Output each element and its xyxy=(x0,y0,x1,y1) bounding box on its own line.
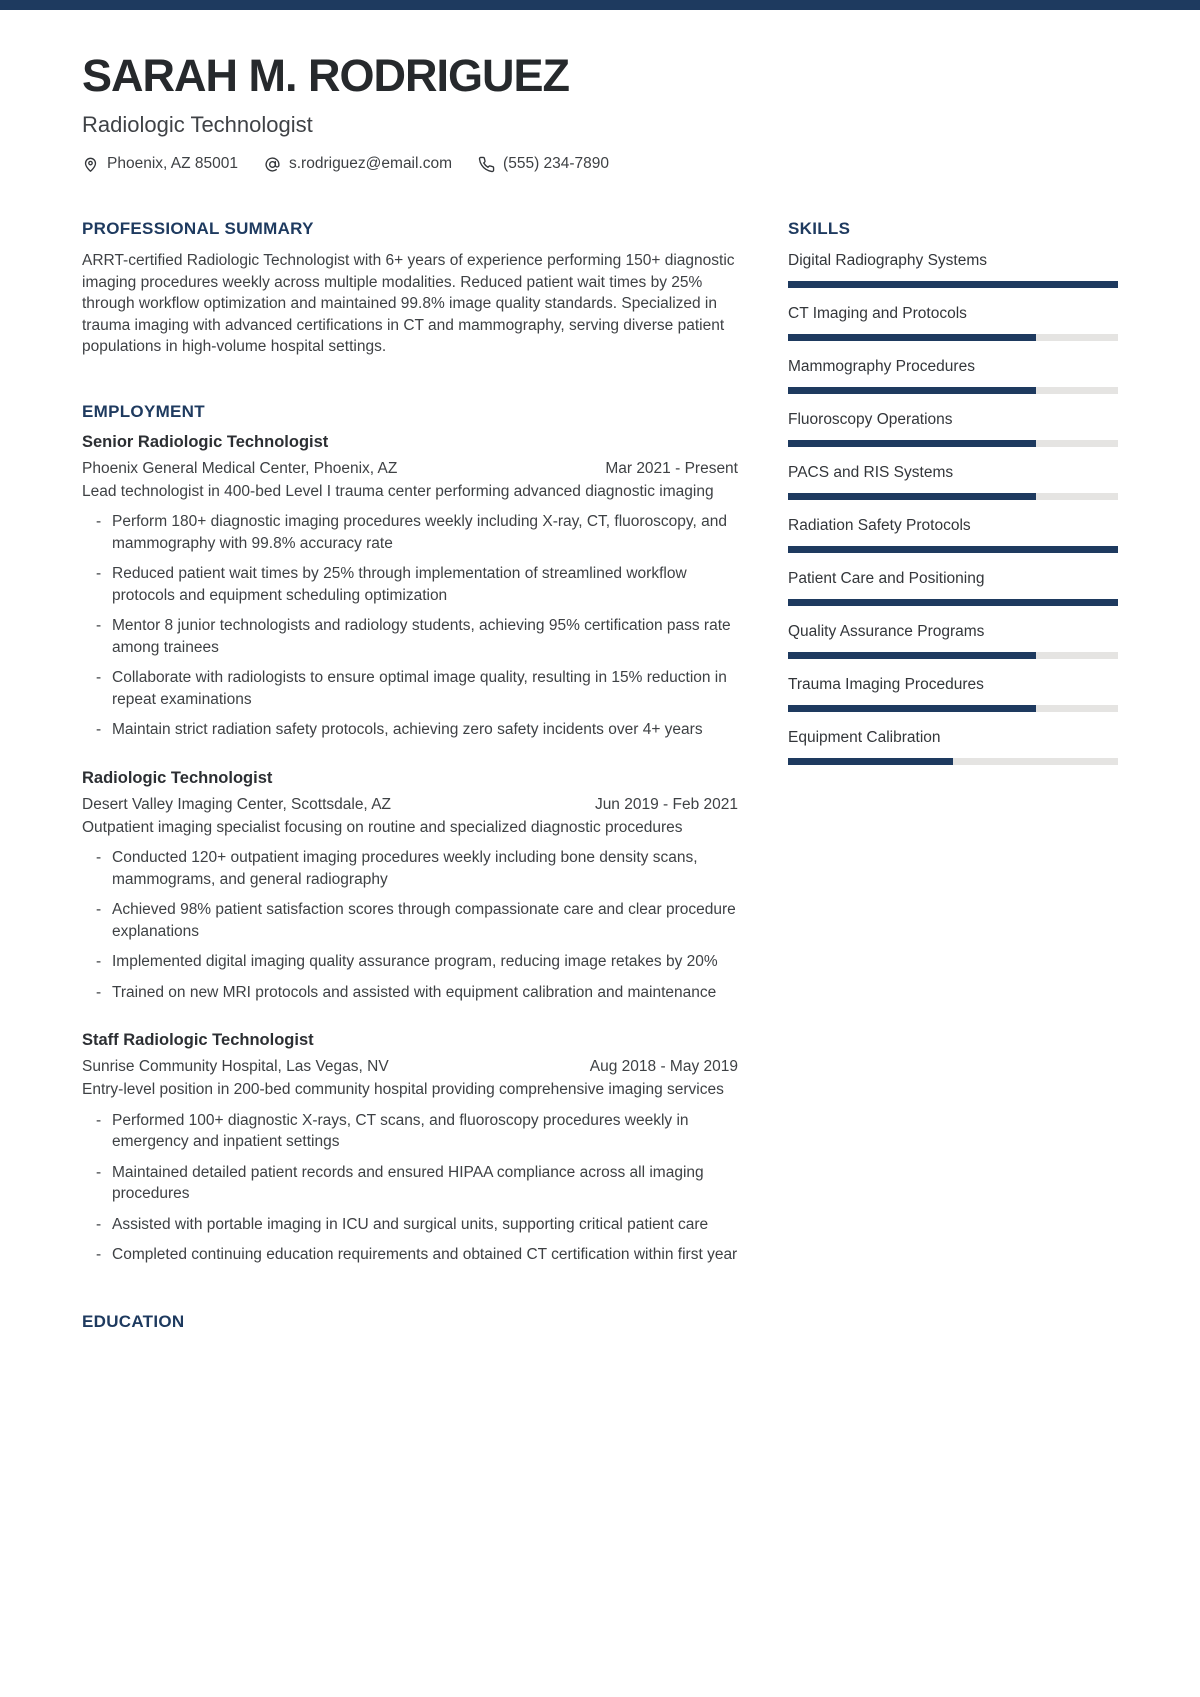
skill-bar-track xyxy=(788,493,1118,500)
skill-list xyxy=(788,250,1118,765)
job-description: Entry-level position in 200-bed community hospital providing comprehensive imaging services xyxy=(82,1081,724,1099)
job-bullet: - Completed continuing education requirements and obtained CT certification within first year xyxy=(82,1244,738,1266)
contact-phone-text: (555) 234-7890 xyxy=(503,155,610,173)
job-description: Outpatient imaging specialist focusing on routine and specialized diagnostic procedures xyxy=(82,818,683,836)
skill-item xyxy=(788,568,1118,606)
employment-heading: EMPLOYMENT xyxy=(82,401,205,421)
job-dates: Jun 2019 - Feb 2021 xyxy=(594,795,738,813)
skill-bar-track xyxy=(788,652,1118,659)
skill-item xyxy=(788,515,1118,553)
education-heading: EDUCATION xyxy=(82,1311,185,1331)
contact-email-text: s.rodriguez@email.com xyxy=(289,155,453,173)
job-bullet: - Trained on new MRI protocols and assisted with equipment calibration and maintenance xyxy=(82,982,738,1004)
employment-section xyxy=(82,402,738,1266)
job-title: Radiologic Technologist xyxy=(82,768,273,787)
job-company: Desert Valley Imaging Center, Scottsdale, AZ xyxy=(82,795,392,813)
job-entry xyxy=(82,1031,738,1266)
job-list xyxy=(82,433,738,1266)
job-dates: Mar 2021 - Present xyxy=(605,459,738,477)
job-bullet-list xyxy=(82,1110,738,1266)
resume-header xyxy=(82,52,1118,173)
job-bullet: - Achieved 98% patient satisfaction scores through compassionate care and clear procedure explanations xyxy=(82,899,738,942)
skill-bar-track xyxy=(788,440,1118,447)
skill-label: Digital Radiography Systems xyxy=(788,252,988,270)
job-bullet: - Maintain strict radiation safety protocols, achieving zero safety incidents over 4+ years xyxy=(82,719,738,741)
job-bullet: - Reduced patient wait times by 25% through implementation of streamlined workflow protocols and equipment scheduling optimization xyxy=(82,563,738,606)
skill-item xyxy=(788,250,1118,288)
job-title: Senior Radiologic Technologist xyxy=(82,432,329,451)
skills-column xyxy=(788,219,1118,1343)
skill-bar-track xyxy=(788,599,1118,606)
job-meta-row xyxy=(82,458,738,480)
skill-item xyxy=(788,621,1118,659)
contact-location-text: Phoenix, AZ 85001 xyxy=(107,155,238,173)
skill-bar-fill xyxy=(788,493,1036,500)
skill-bar-track xyxy=(788,334,1118,341)
job-bullet: - Implemented digital imaging quality assurance program, reducing image retakes by 20% xyxy=(82,951,738,973)
skill-bar-track xyxy=(788,758,1118,765)
skill-item xyxy=(788,674,1118,712)
summary-heading: PROFESSIONAL SUMMARY xyxy=(82,219,314,239)
skill-bar-fill xyxy=(788,599,1118,606)
skill-bar-fill xyxy=(788,705,1036,712)
skill-item xyxy=(788,462,1118,500)
skill-bar-fill xyxy=(788,546,1118,553)
at-sign-icon xyxy=(264,156,281,173)
skill-bar-fill xyxy=(788,652,1036,659)
job-dates: Aug 2018 - May 2019 xyxy=(589,1058,738,1076)
job-bullet: - Assisted with portable imaging in ICU and surgical units, supporting critical patient care xyxy=(82,1214,738,1236)
job-bullet-list xyxy=(82,511,738,741)
skill-label: Trauma Imaging Procedures xyxy=(788,676,984,694)
summary-section xyxy=(82,219,738,358)
skill-bar-track xyxy=(788,387,1118,394)
contact-location xyxy=(82,155,238,173)
skill-label: Patient Care and Positioning xyxy=(788,570,985,588)
skill-label: PACS and RIS Systems xyxy=(788,464,954,482)
skill-item xyxy=(788,303,1118,341)
skills-heading: SKILLS xyxy=(788,219,851,239)
skill-label: Radiation Safety Protocols xyxy=(788,517,971,535)
contact-phone xyxy=(478,155,609,173)
skill-label: Quality Assurance Programs xyxy=(788,623,985,641)
main-column xyxy=(82,219,738,1343)
skill-bar-fill xyxy=(788,334,1036,341)
skill-label: Equipment Calibration xyxy=(788,729,941,747)
skill-item xyxy=(788,727,1118,765)
skill-item xyxy=(788,356,1118,394)
skill-item xyxy=(788,409,1118,447)
job-entry xyxy=(82,433,738,741)
person-name: SARAH M. RODRIGUEZ xyxy=(82,50,569,101)
contact-email xyxy=(264,155,452,173)
job-bullet: - Mentor 8 junior technologists and radiology students, achieving 95% certification pass rate among trainees xyxy=(82,615,738,658)
job-meta-row xyxy=(82,794,738,816)
job-bullet: - Perform 180+ diagnostic imaging procedures weekly including X-ray, CT, fluoroscopy, and mammography with 99.8% accuracy rate xyxy=(82,511,738,554)
job-description: Lead technologist in 400-bed Level I trauma center performing advanced diagnostic imaging xyxy=(82,482,714,500)
skill-label: CT Imaging and Protocols xyxy=(788,305,967,323)
skill-bar-track xyxy=(788,281,1118,288)
location-pin-icon xyxy=(82,156,99,173)
summary-text: ARRT-certified Radiologic Technologist with 6+ years of experience performing 150+ diagnostic imaging procedures weekly across multiple modalities. Reduced patient wait times by 25% through workflow optimization and maintained 99.8% image quality standards. Specialized in trauma imaging with advanced certifications in CT and mammography, serving diverse patient populations in high-volume hospital settings. xyxy=(82,252,735,356)
skills-section xyxy=(788,219,1118,765)
skill-bar-fill xyxy=(788,440,1036,447)
job-bullet: - Maintained detailed patient records and ensured HIPAA compliance across all imaging procedures xyxy=(82,1162,738,1205)
job-company: Phoenix General Medical Center, Phoenix, AZ xyxy=(82,459,398,477)
job-meta-row xyxy=(82,1056,738,1078)
job-company: Sunrise Community Hospital, Las Vegas, NV xyxy=(82,1058,389,1076)
contact-row xyxy=(82,155,1118,173)
skill-bar-fill xyxy=(788,758,953,765)
top-accent-bar xyxy=(0,0,1200,10)
skill-bar-track xyxy=(788,546,1118,553)
skill-bar-track xyxy=(788,705,1118,712)
skill-bar-fill xyxy=(788,281,1118,288)
job-bullet-list xyxy=(82,847,738,1003)
skill-label: Fluoroscopy Operations xyxy=(788,411,953,429)
job-bullet: - Performed 100+ diagnostic X-rays, CT scans, and fluoroscopy procedures weekly in emergency and inpatient settings xyxy=(82,1110,738,1153)
job-entry xyxy=(82,769,738,1004)
person-title: Radiologic Technologist xyxy=(82,112,313,138)
job-title: Staff Radiologic Technologist xyxy=(82,1031,314,1050)
job-bullet: - Conducted 120+ outpatient imaging procedures weekly including bone density scans, mammograms, and general radiography xyxy=(82,847,738,890)
skill-label: Mammography Procedures xyxy=(788,358,975,376)
phone-icon xyxy=(478,156,495,173)
job-bullet: - Collaborate with radiologists to ensure optimal image quality, resulting in 15% reduction in repeat examinations xyxy=(82,667,738,710)
skill-bar-fill xyxy=(788,387,1036,394)
education-section xyxy=(82,1312,738,1332)
